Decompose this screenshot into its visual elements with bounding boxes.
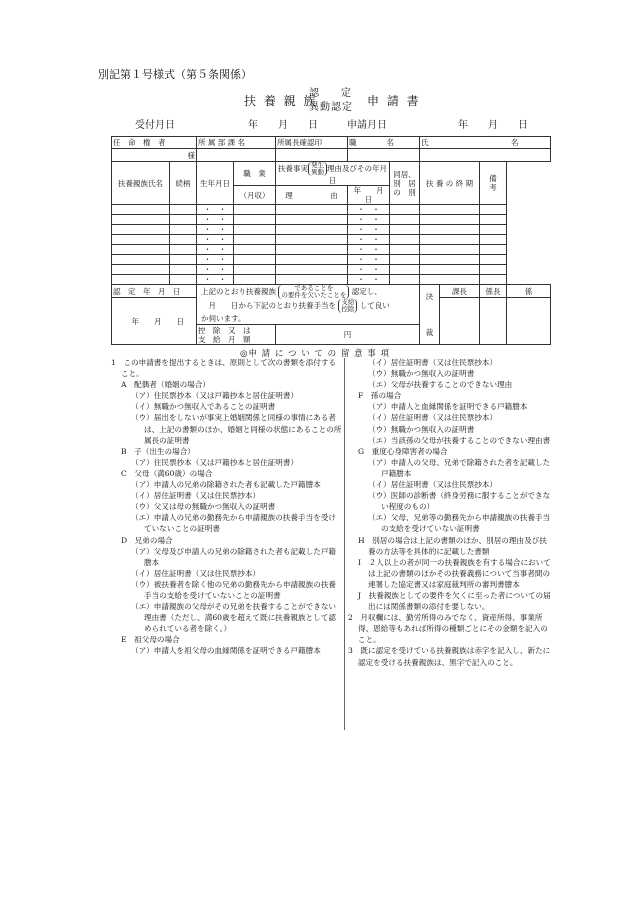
approval-options (278, 285, 349, 299)
event-date-cell[interactable]: ・ ・ (348, 275, 390, 285)
cell[interactable] (112, 265, 170, 275)
cell[interactable] (420, 255, 480, 265)
birth-date-cell[interactable]: ・ ・ (197, 245, 234, 255)
title-part-change-certification: 異動認定 (309, 102, 353, 113)
birth-date-cell[interactable]: ・ ・ (197, 225, 234, 235)
deduct-label-2: 支 給 月 額 (198, 334, 251, 344)
job-header: 職 業 (234, 162, 276, 186)
cell[interactable] (390, 225, 420, 235)
applied-date-ymd: 年 月 日 (458, 120, 528, 131)
note-item: （ア）申請人の兄弟の除籍された者も記載した戸籍謄本 (131, 480, 321, 490)
cell[interactable] (170, 265, 197, 275)
cell[interactable] (420, 235, 480, 245)
cell[interactable] (390, 265, 420, 275)
approval-text-2: 認定し、 (351, 287, 382, 296)
note-item: （ウ）届出をしないが事実上婚姻関係と同様の事情にある者は、上記の書類のほか、婚姻と同様の状態にあることの所属長の証明書 (131, 413, 342, 445)
event-date-cell[interactable]: ・ ・ (348, 265, 390, 275)
note-item: （ウ）被扶養者を除く他の兄弟の勤務先から申請親族の扶養手当の支給を受けていないことの証明書 (131, 579, 337, 600)
event-date-cell[interactable]: ・ ・ (348, 255, 390, 265)
cell[interactable] (112, 225, 170, 235)
cell[interactable] (480, 265, 507, 275)
note-item: （エ）申請親族の父母がその兄弟を扶養することができない理由書（ただし、満60歳を超えて既に扶養親族として認められている者を除く。） (131, 602, 337, 634)
note-item: C 父母（満60歳）の場合 (121, 468, 213, 478)
cell[interactable] (276, 265, 348, 275)
cell[interactable] (390, 215, 420, 225)
note-item: F 孫の場合 (358, 391, 402, 401)
note-item: （ア）申請人と血縁関係を証明できる戸籍謄本 (368, 402, 528, 412)
cell[interactable] (234, 275, 276, 285)
column-divider (344, 358, 345, 730)
event-type-change: 異動 (311, 168, 325, 176)
cell[interactable] (112, 245, 170, 255)
cell[interactable] (276, 255, 348, 265)
cell[interactable] (480, 255, 507, 265)
position-field[interactable] (348, 149, 420, 162)
event-date-cell[interactable]: ・ ・ (348, 225, 390, 235)
cell[interactable] (234, 225, 276, 235)
monthly-amount-field[interactable]: 円 (276, 325, 420, 345)
title-part-application: 申 請 書 (367, 94, 421, 108)
cell[interactable] (234, 265, 276, 275)
notes-right-column (348, 357, 552, 668)
decision-char-2: 裁 (425, 328, 434, 337)
birth-date-cell[interactable]: ・ ・ (197, 265, 234, 275)
cell[interactable] (390, 255, 420, 265)
applied-date-label: 申請月日 (347, 120, 387, 131)
note-item: （イ）居住証明書（又は住民票抄本） (368, 358, 498, 367)
birth-date-cell[interactable]: ・ ・ (197, 205, 234, 215)
cell[interactable] (170, 225, 197, 235)
form-label: 別記第１号様式（第５条関係） (98, 68, 252, 81)
note-item: （エ）父母、兄弟等の勤務先から申請親族の扶養手当の支給を受けていない証明書 (368, 513, 551, 534)
sub-chief-label: 係長 (480, 285, 507, 298)
cohab-header (390, 162, 420, 205)
title-part-certification: 認 定 (309, 88, 357, 99)
cert-date-ymd[interactable]: 年 月 日 (112, 298, 197, 345)
approval-line2a: 月 日から下記のとおり扶養手当を (208, 301, 336, 310)
birth-date-cell[interactable]: ・ ・ (197, 255, 234, 265)
note-item: A 配偶者（婚姻の場合） (121, 380, 211, 390)
department-label: 所 属 部 課 名 (197, 137, 276, 149)
head-seal-label: 所属長確認印 (276, 137, 348, 149)
table-row (112, 205, 551, 215)
note-item: H 別居の場合は上記の書類のほか、別居の理由及び扶養の方法等を具体的に記載した書類 (358, 535, 547, 556)
event-date-cell[interactable]: ・ ・ (348, 215, 390, 225)
cell[interactable] (480, 275, 507, 285)
relation-header: 続柄 (170, 162, 197, 205)
cell[interactable] (276, 245, 348, 255)
decision-cell (420, 285, 440, 345)
note-item: E 祖父母の場合 (121, 635, 180, 645)
cell[interactable] (234, 235, 276, 245)
cell[interactable] (234, 215, 276, 225)
decision-char-1: 決 (425, 292, 434, 301)
approval-option-1: であることを (294, 284, 334, 292)
approval-option-2: の要件を欠いたことを (281, 291, 347, 299)
note-item: （エ）申請人の兄弟の勤務先から申請親族の扶養手当を受けていないことの証明書 (131, 513, 337, 534)
cell[interactable] (234, 255, 276, 265)
event-type-occurrence: 発生 (311, 161, 325, 169)
cell[interactable] (234, 245, 276, 255)
table-row (112, 225, 551, 235)
remarks-header: 備 考 (480, 162, 507, 205)
pay-option-pay: 支給 (341, 298, 355, 306)
event-type-label: 扶養事実 (278, 164, 309, 173)
cohab-label: 同居、 (393, 169, 416, 179)
received-date-label: 受付月日 (135, 120, 175, 131)
cell[interactable] (170, 235, 197, 245)
event-date-cell[interactable]: ・ ・ (348, 205, 390, 215)
cell[interactable] (480, 245, 507, 255)
cell[interactable] (112, 205, 170, 215)
name-field[interactable] (420, 149, 551, 162)
approval-line2b: して良い (359, 301, 390, 310)
cell[interactable] (276, 235, 348, 245)
event-header (276, 162, 390, 186)
note-item: （ア）申請人の父母、兄弟で除籍された者を記載した戸籍謄本 (368, 457, 551, 478)
sub-chief-seal[interactable] (480, 298, 507, 345)
note-item: G 重度心身障害者の場合 (358, 446, 448, 456)
pay-options (338, 299, 357, 313)
section-chief-seal[interactable] (440, 298, 480, 345)
approval-text (197, 285, 420, 325)
cell[interactable] (420, 205, 480, 215)
department-field[interactable] (197, 149, 276, 162)
cell[interactable] (420, 225, 480, 235)
cell[interactable] (276, 205, 348, 215)
cell[interactable] (276, 225, 348, 235)
birth-date-cell[interactable]: ・ ・ (197, 215, 234, 225)
event-ymd-header: 年 月 日 (348, 186, 390, 205)
cell[interactable] (170, 205, 197, 215)
table-row (112, 235, 551, 245)
note-item: （イ）居住証明書（又は住民票抄本） (131, 491, 261, 501)
note-item: （ア）父母及び申請人の兄弟の除籍された者も記載した戸籍謄本 (131, 546, 337, 567)
event-type-brace (308, 162, 327, 176)
note-item: （エ）当該孫の父母が扶養することのできない理由書 (368, 435, 551, 445)
notes-left-column (111, 357, 343, 657)
note-item: （ウ）父又は母の無職かつ無収入の証明書 (131, 502, 276, 512)
note-item: 1 この申請書を提出するときは、原則として次の書類を添付すること。 (111, 358, 337, 379)
deduct-label-1: 控 除 又 は (198, 325, 251, 335)
cell[interactable] (112, 215, 170, 225)
note-item: （イ）居住証明書（又は住民票抄本） (368, 413, 498, 423)
note-item: （イ）居住証明書（又は住民票抄本） (368, 480, 498, 490)
staff-label: 係 (507, 285, 551, 298)
cell[interactable] (390, 205, 420, 215)
note-item: （イ）居住証明書（又は住民票抄本） (131, 568, 261, 578)
pay-option-deduct: 控除 (341, 305, 355, 313)
birth-date-header: 生年月日 (197, 162, 234, 205)
name-label: 氏 名 (420, 137, 551, 149)
birth-date-cell[interactable]: ・ ・ (197, 275, 234, 285)
cell[interactable] (480, 205, 507, 215)
note-item: I ２人以上の者が同一の扶養親族を有する場合においては上記の書類のほかその扶養義務について当事者間の連署した協定書又は家庭裁判所の審判書謄本 (358, 557, 551, 589)
cell[interactable] (480, 215, 507, 225)
appointer-sama: 様 (112, 149, 197, 162)
cell[interactable] (390, 235, 420, 245)
table-row (112, 265, 551, 275)
position-label: 職 名 (348, 137, 420, 149)
cell[interactable] (390, 275, 420, 285)
table-row (112, 215, 551, 225)
note-item: （ウ）無職かつ無収入の証明書 (368, 424, 475, 434)
note-item: （ウ）医師の診断書（終身労務に服することができない程度のもの） (368, 491, 551, 512)
note-item: （ア）住民票抄本（又は戸籍抄本と居住証明書） (131, 457, 299, 467)
table-row (112, 255, 551, 265)
reason-header: 理 由 (276, 186, 348, 205)
approval-line3: か伺います。 (201, 314, 246, 323)
birth-date-cell[interactable]: ・ ・ (197, 235, 234, 245)
received-date-ymd: 年 月 日 (248, 120, 318, 131)
note-item: （エ）父母が扶養することのできない理由 (368, 380, 513, 390)
staff-seal[interactable] (507, 298, 551, 345)
cell[interactable] (480, 235, 507, 245)
cell[interactable] (170, 215, 197, 225)
page-title (0, 83, 630, 113)
cell[interactable] (170, 255, 197, 265)
note-item: （イ）無職かつ無収入であることの証明書 (131, 402, 276, 412)
cell[interactable] (234, 205, 276, 215)
cell[interactable] (112, 235, 170, 245)
end-date-header: 扶 養 の 終 期 (420, 162, 480, 205)
table-row (112, 245, 551, 255)
cell[interactable] (420, 275, 480, 285)
cell[interactable] (276, 275, 348, 285)
note-item: D 兄弟の場合 (121, 535, 173, 545)
table-row (112, 275, 551, 285)
cell[interactable] (480, 225, 507, 235)
cell[interactable] (170, 275, 197, 285)
cert-date-label: 認 定 年 月 日 (112, 285, 197, 298)
note-item: （ア）申請人を祖父母の血縁関係を証明できる戸籍謄本 (131, 646, 321, 656)
event-reason-tail: 理由及びその年月日 (327, 164, 388, 185)
cell[interactable] (420, 245, 480, 255)
monthly-income-header: （月収） (234, 186, 276, 205)
note-item: B 子（出生の場合） (121, 446, 195, 456)
deduct-pay-label (197, 325, 276, 345)
section-chief-label: 課長 (440, 285, 480, 298)
cell[interactable] (112, 255, 170, 265)
note-item: （ウ）無職かつ無収入の証明書 (368, 369, 475, 379)
note-item: 3 既に認定を受けている扶養親族は赤字を記入し、新たに認定を受ける扶養親族は、黒字で記入のこと。 (348, 646, 551, 667)
event-date-cell[interactable]: ・ ・ (348, 235, 390, 245)
cell[interactable] (170, 245, 197, 255)
appointer-label: 任 命 権 者 (112, 137, 197, 149)
title-part-dependents: 扶 養 親 族 (244, 94, 318, 108)
cell[interactable] (420, 215, 480, 225)
approval-text-1: 上記のとおり扶養親族 (201, 287, 276, 296)
note-item: （ア）住民票抄本（又は戸籍抄本と居住証明書） (131, 391, 299, 401)
cell[interactable] (420, 265, 480, 275)
note-item: J 扶養親族としての要件を欠くに至った者についての届出には関係書類の添付を要しない。 (358, 590, 551, 612)
separate-label: 別 居 (393, 178, 416, 188)
notes-title: ◎申 請 に つ い て の 留 意 事 項 (240, 349, 390, 359)
head-seal-field[interactable] (276, 149, 348, 162)
distinction-label: の 別 (393, 187, 416, 197)
application-form-table (111, 136, 551, 345)
event-date-cell[interactable]: ・ ・ (348, 245, 390, 255)
note-item: 2 月収欄には、勤労所得のみでなく、資産所得、事業所得、恩給等もあれば所得の種類ごとにその金額を記入のこと。 (348, 613, 548, 645)
cell[interactable] (276, 215, 348, 225)
cell[interactable] (112, 275, 170, 285)
dependent-name-header: 扶養親族氏名 (112, 162, 170, 205)
cell[interactable] (390, 245, 420, 255)
